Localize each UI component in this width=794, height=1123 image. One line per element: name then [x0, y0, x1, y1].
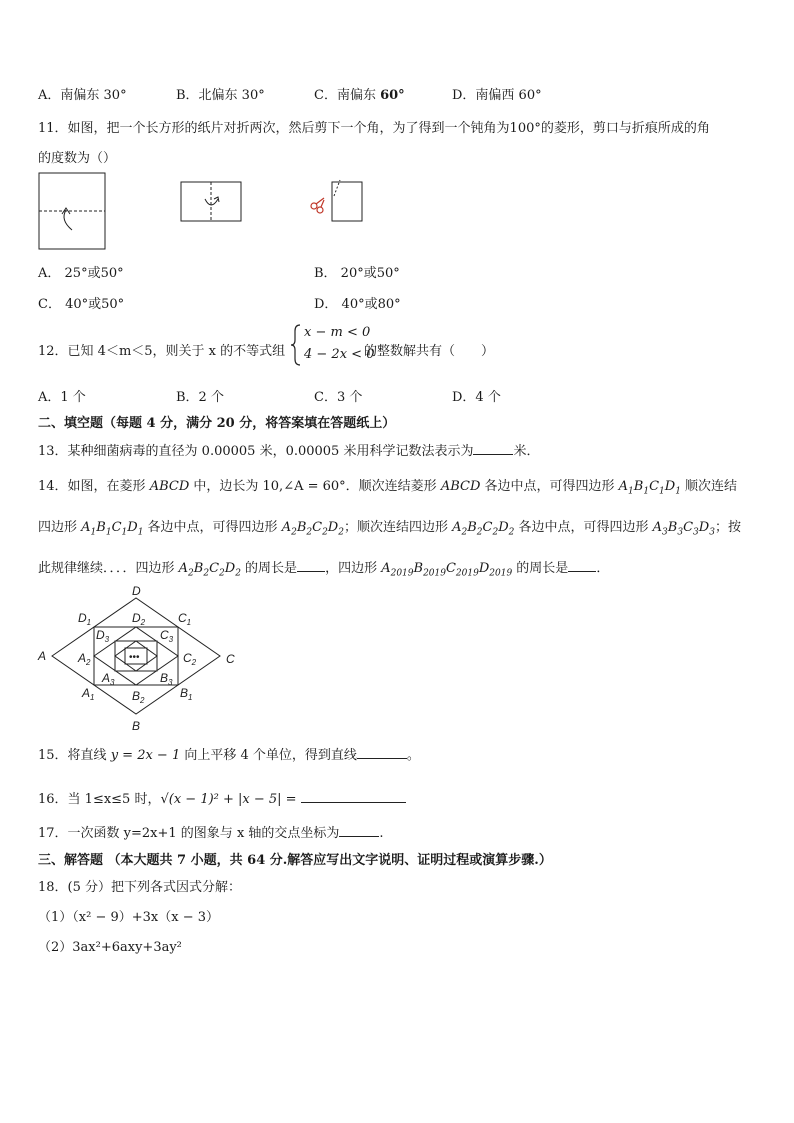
label-A1: $A_1$: [82, 686, 95, 702]
label-B: B: [132, 719, 141, 733]
scissors-icon: [311, 198, 324, 213]
q11-figure-2: [180, 181, 244, 223]
q11-option-a: A． 25°或50°: [38, 266, 124, 281]
label-B3: $B_3$: [160, 671, 173, 687]
q11-option-b: B． 20°或50°: [314, 266, 400, 281]
label-D3: $D_3$: [96, 628, 110, 644]
label-D1: $D_1$: [78, 611, 92, 627]
q12-option-d: D．4 个: [452, 390, 501, 405]
label-D2: $D_2$: [132, 611, 146, 627]
q18-stem: 18．(5 分）把下列各式因式分解：: [38, 880, 242, 895]
section-3-heading: 三、解答题 （本大题共 7 小题，共 64 分.解答应写出文字说明、证明过程或演算步骤.）: [38, 853, 552, 868]
q16-stem: 16．当 1≤x≤5 时，√(x − 1)² + |x − 5| =: [38, 788, 406, 807]
q13-stem: 13．某种细菌病毒的直径为 0.00005 米，0.00005 米用科学记数法表示为 米．: [38, 444, 540, 459]
label-C1: $C_1$: [178, 611, 192, 627]
q14-answer-blank-2[interactable]: [568, 559, 596, 572]
q11-figure-3: [306, 178, 366, 224]
q14-stem-line3: 此规律继续．．．．四边形 $A_2B_2C_2D_2$ 的周长是 ，四边形 $A_{2019}B_{2019}C_{2019}D_{2019}$ 的周长是 ．: [38, 561, 610, 579]
q14-stem-line1: 14．如图，在菱形 ABCD 中，边长为 10,∠A = 60°．顺次连结菱形 ABCD 各边中点，可得四边形 $A_1B_1C_1D_1$ 顺次连结: [38, 479, 738, 497]
q14-stem-line2: 四边形 $A_1B_1C_1D_1$ 各边中点，可得四边形 $A_2B_2C_2D_2$；顺次连结四边形 $A_2B_2C_2D_2$ 各边中点，可得四边形 $A_3B_3C_3D_3$；按: [38, 520, 741, 538]
label-C: C: [226, 652, 235, 666]
label-A3: $A_3$: [102, 671, 115, 687]
q18-part-1: （1）（x² − 9）+3x（x − 3）: [38, 910, 219, 925]
q11-figure-1: [38, 172, 108, 252]
q12-stem-prefix: 12．已知 4＜m＜5，则关于 x 的不等式组: [38, 344, 286, 359]
q14-answer-blank-1[interactable]: [297, 559, 325, 572]
q10-option-d: D．南偏西 60°: [452, 88, 542, 103]
label-B1: $B_1$: [180, 686, 193, 702]
q17-stem: 17．一次函数 y=2x+1 的图象与 x 轴的交点坐标为 .: [38, 826, 384, 841]
q12-inequality-1: x − m < 0: [304, 325, 371, 340]
label-A2: $A_2$: [78, 651, 91, 667]
q14-rhombus-figure: [36, 584, 246, 734]
q12-inequality-2: 4 − 2x < 0: [304, 347, 375, 362]
label-C3: $C_3$: [160, 628, 174, 644]
q17-answer-blank[interactable]: [339, 824, 379, 837]
brace-icon: [290, 323, 302, 367]
q11-stem-line1: 11．如图，把一个长方形的纸片对折两次，然后剪下一个角，为了得到一个钝角为100°的菱形，剪口与折痕所成的角: [38, 121, 710, 136]
q15-answer-blank[interactable]: [357, 746, 407, 759]
q18-part-2: （2）3ax²+6axy+3ay²: [38, 940, 182, 955]
label-A: A: [38, 649, 47, 663]
q16-answer-blank[interactable]: [301, 790, 406, 803]
q10-option-c: C．南偏东 60°: [314, 88, 405, 103]
q11-option-d: D． 40°或80°: [314, 297, 401, 312]
q12-option-c: C．3 个: [314, 390, 363, 405]
q13-answer-blank[interactable]: [473, 442, 513, 455]
section-2-heading: 二、填空题（每题 4 分，满分 20 分，将答案填在答题纸上）: [38, 416, 396, 431]
q11-stem-line2: 的度数为（）: [38, 151, 117, 166]
q11-option-c: C． 40°或50°: [38, 297, 125, 312]
q10-option-a: A．南偏东 30°: [38, 88, 127, 103]
q12-stem-suffix: 的整数解共有（ ）: [364, 344, 495, 359]
label-B2: $B_2$: [132, 689, 145, 705]
label-D: D: [132, 584, 141, 598]
q12-option-b: B．2 个: [176, 390, 224, 405]
q12-option-a: A．1 个: [38, 390, 86, 405]
q15-stem: 15．将直线 y = 2x − 1 向上平移 4 个单位，得到直线 。: [38, 748, 420, 763]
dots-label: •••: [129, 652, 140, 663]
q10-option-b: B．北偏东 30°: [176, 88, 265, 103]
label-C2: $C_2$: [183, 651, 197, 667]
